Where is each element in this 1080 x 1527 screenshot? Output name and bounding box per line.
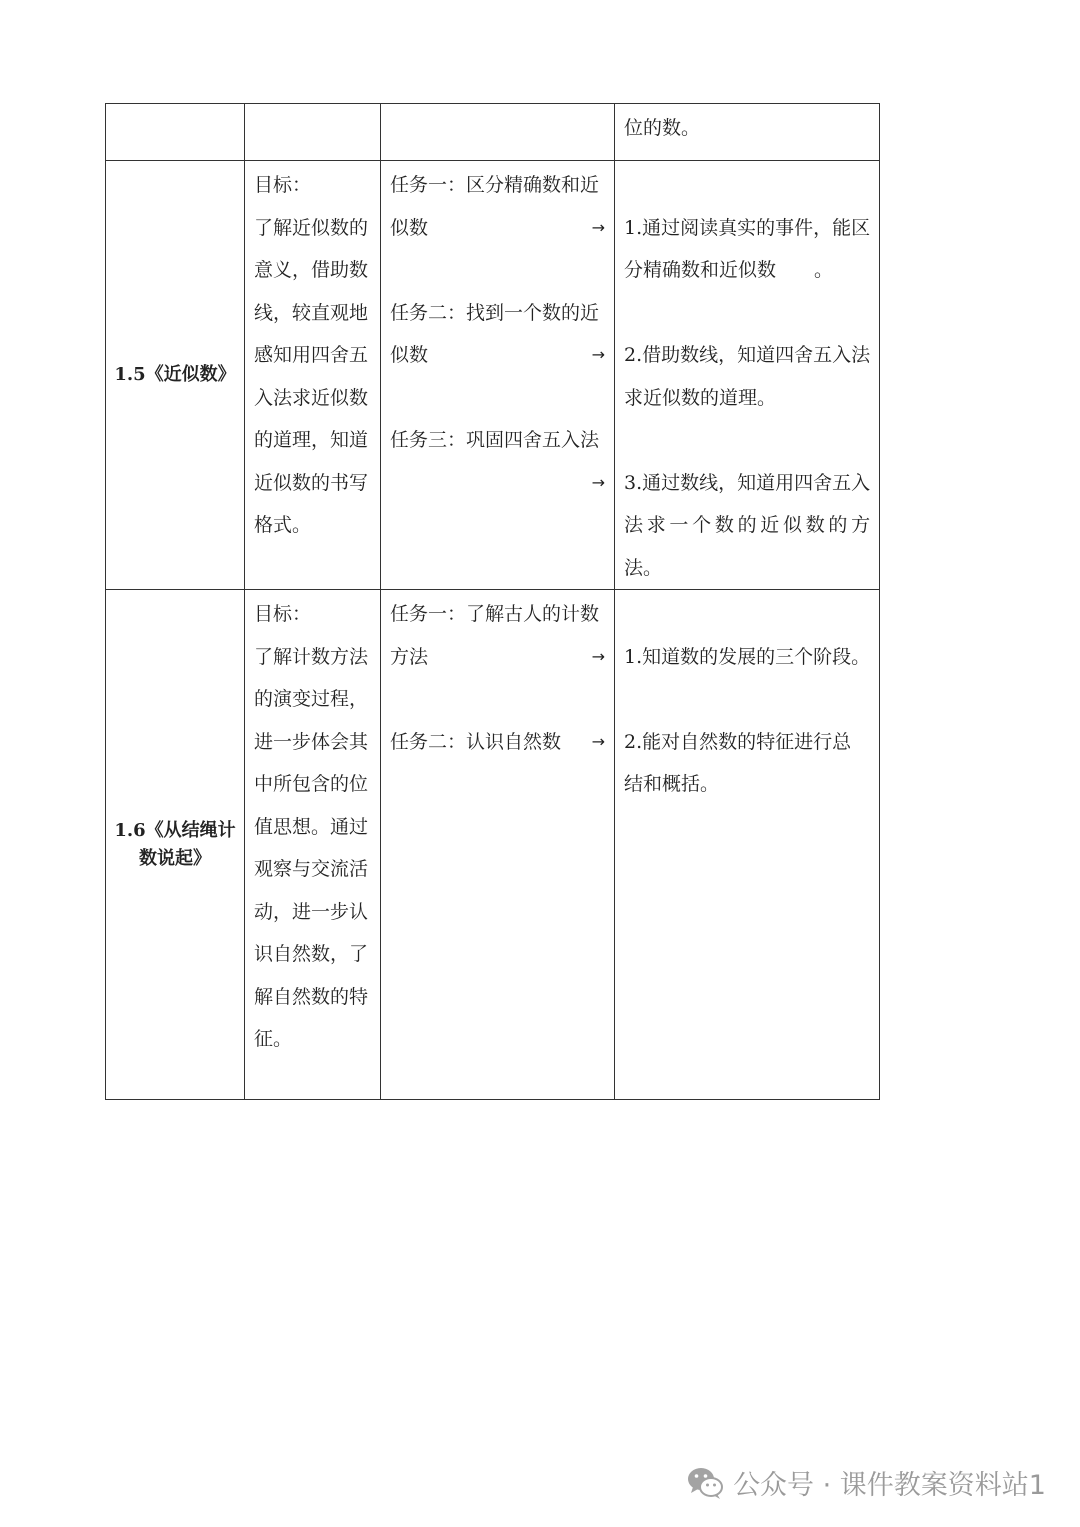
goal-line: 的演变过程， xyxy=(254,688,369,710)
goal-line: 近似数的书写 xyxy=(254,471,369,494)
arrow-icon: → xyxy=(591,472,605,492)
outcome-line: 3.通过数线，知道用四舍五入 xyxy=(624,471,871,494)
tasks-cell xyxy=(381,161,615,590)
outcomes-cell xyxy=(615,161,880,590)
task-title: 任务三：巩固四舍五入法 xyxy=(390,429,600,451)
cell-empty xyxy=(245,104,381,161)
outcome-line: 2.借助数线，知道四舍五入法 xyxy=(624,344,871,366)
goal-line: 解自然数的特 xyxy=(254,985,369,1008)
goal-line: 动，进一步认 xyxy=(254,900,369,923)
goal-line: 观察与交流活 xyxy=(254,858,369,880)
lesson-title: 1.6《从结绳计 xyxy=(114,819,236,841)
goal-line: 入法求近似数 xyxy=(254,386,369,409)
lesson-title-cell xyxy=(106,161,245,590)
arrow-icon: → xyxy=(591,646,605,666)
goal-line: 线，较直观地 xyxy=(254,301,369,324)
outcome-line: 1.通过阅读真实的事件，能区 xyxy=(624,216,871,239)
cell-empty xyxy=(381,104,615,161)
task-continuation xyxy=(390,721,605,764)
goal-line: 值思想。通过 xyxy=(254,815,369,838)
arrow-icon: → xyxy=(591,731,605,751)
cell-empty xyxy=(106,104,245,161)
goal-line: 格式。 xyxy=(254,514,312,536)
goal-line: 进一步体会其 xyxy=(254,730,369,753)
task-continuation xyxy=(390,334,605,377)
arrow-icon: → xyxy=(591,345,605,364)
table-row-continuation xyxy=(106,104,880,161)
task-title: 任务一：了解古人的计数 xyxy=(390,603,600,625)
outcome-line: 2.能对自然数的特征进行总 xyxy=(624,730,852,753)
outcomes-cell xyxy=(615,590,880,1100)
table-row-lesson-1-5 xyxy=(106,161,880,590)
goal-line: 了解计数方法 xyxy=(254,645,369,668)
lesson-title: 1.5《近似数》 xyxy=(114,364,236,385)
outcome-line: 结和概括。 xyxy=(624,773,720,795)
goal-line: 中所包含的位 xyxy=(254,773,369,795)
outcome-line: 1.知道数的发展的三个阶段。 xyxy=(624,645,871,668)
task-title-cont: 似数 xyxy=(390,344,429,366)
outcome-line: 分精确数和近似数 。 xyxy=(624,259,834,281)
task-title: 任务二：认识自然数 xyxy=(390,730,562,753)
wechat-icon xyxy=(685,1462,725,1502)
watermark xyxy=(685,1462,1046,1502)
outcome-line: 法求一个数的近似数的方 xyxy=(624,514,871,536)
goal-label: 目标： xyxy=(254,603,312,625)
arrow-icon: → xyxy=(591,217,605,237)
table-row-lesson-1-6 xyxy=(106,590,880,1100)
task-title: 任务二：找到一个数的近 xyxy=(390,301,600,324)
goal-line: 意义，借助数 xyxy=(254,259,369,281)
outcome-line: 法。 xyxy=(624,556,663,579)
task-title-cont: 似数 xyxy=(390,216,429,239)
task-title-cont: 方法 xyxy=(390,645,429,668)
task-continuation xyxy=(390,636,605,679)
lesson-title-cell xyxy=(106,590,245,1100)
outcome-line: 求近似数的道理。 xyxy=(624,386,777,409)
goal-line: 的道理，知道 xyxy=(254,429,369,451)
lesson-plan-table xyxy=(105,103,880,1100)
goal-label: 目标： xyxy=(254,174,312,196)
goal-line: 征。 xyxy=(254,1028,293,1050)
task-continuation xyxy=(390,207,605,250)
tasks-cell xyxy=(381,590,615,1100)
goal-line: 识自然数，了 xyxy=(254,943,369,965)
watermark-text: 公众号 · 课件教案资料站1 xyxy=(733,1469,1046,1501)
goal-line: 了解近似数的 xyxy=(254,216,369,239)
task-title: 任务一：区分精确数和近 xyxy=(390,174,600,196)
goal-cell xyxy=(245,590,381,1100)
cell-outcome-continuation xyxy=(615,104,880,161)
task-continuation xyxy=(390,462,605,505)
goal-cell xyxy=(245,161,381,590)
goal-line: 感知用四舍五 xyxy=(254,344,369,366)
lesson-title: 数说起》 xyxy=(139,847,211,869)
outcome-text: 位的数。 xyxy=(624,117,701,139)
